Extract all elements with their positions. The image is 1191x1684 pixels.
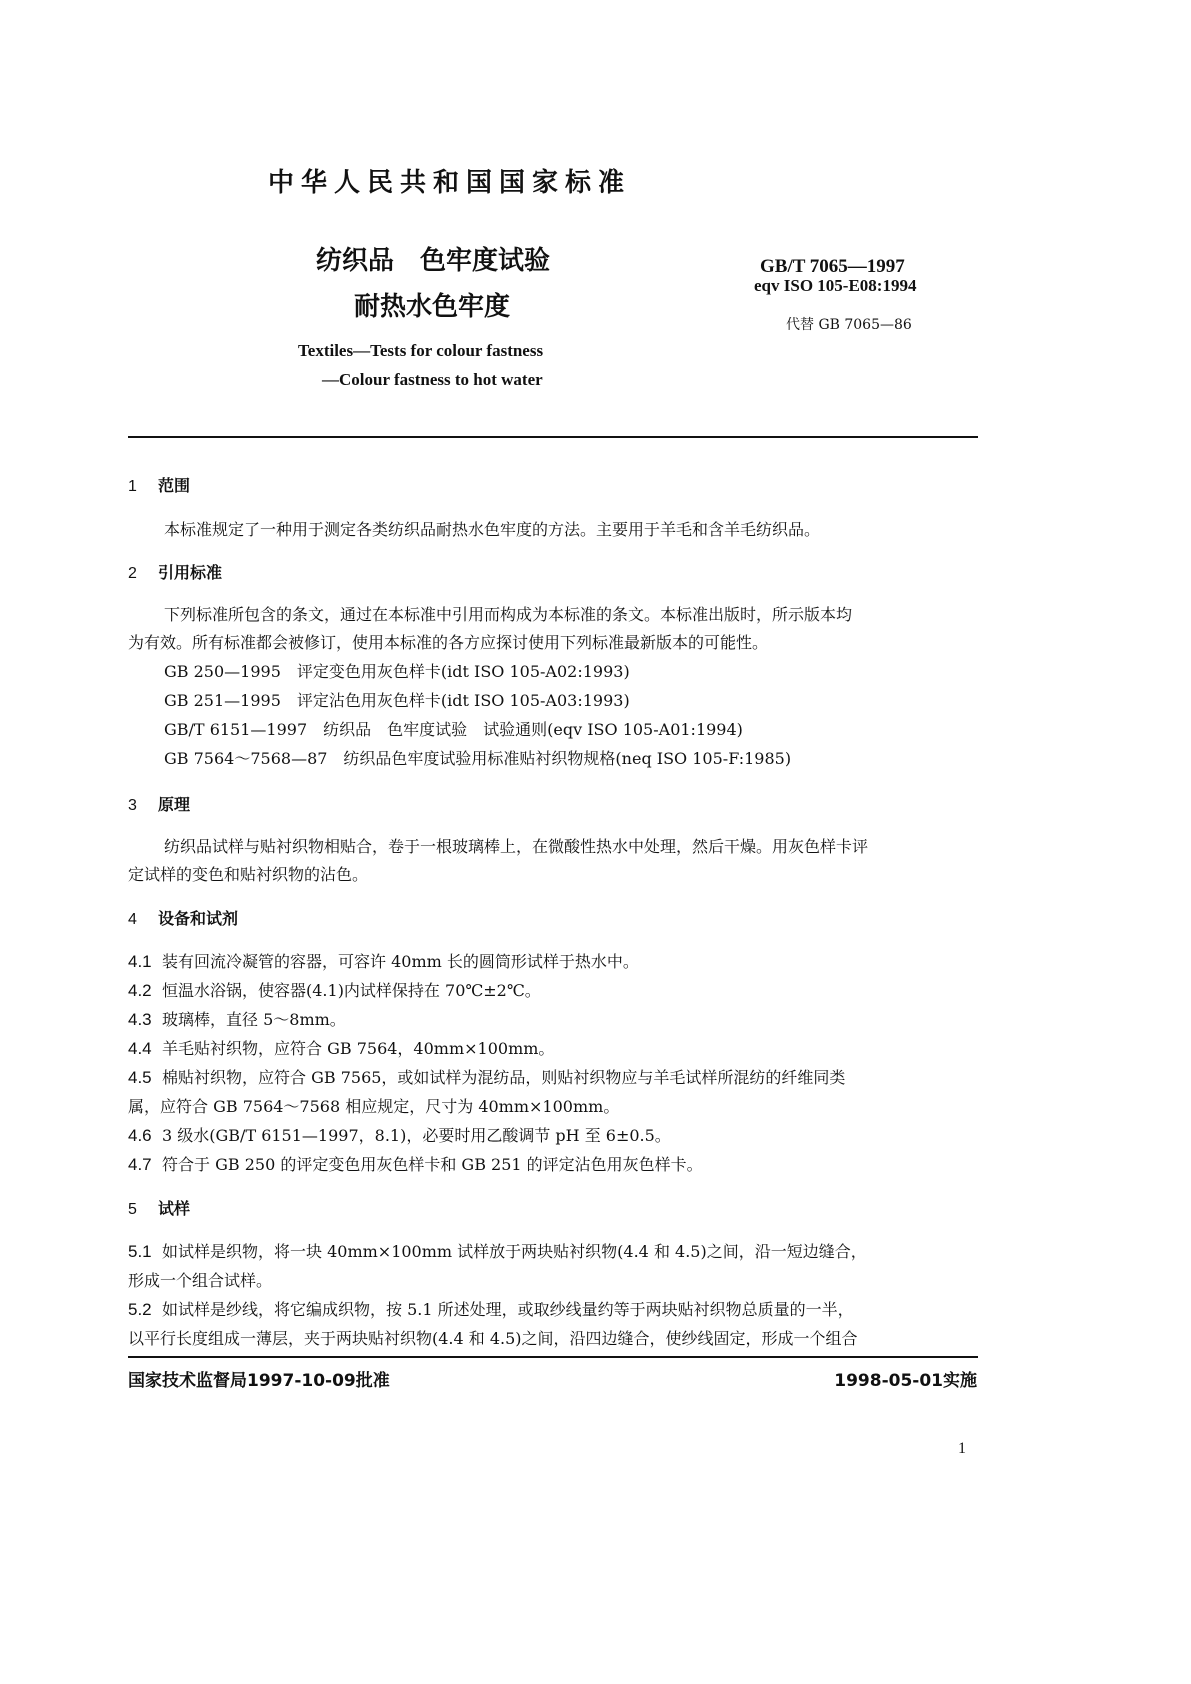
title-cn-part1: 纺织品 — [316, 246, 395, 276]
reference-item: GB 251—1995 评定沾色用灰色样卡(idt ISO 105-A03:1993) — [164, 691, 630, 710]
replaces-standard: 代替 GB 7065—86 — [786, 317, 912, 333]
standard-number: GB/T 7065—1997 — [760, 256, 905, 277]
clause-4-1: 4.1 装有回流冷凝管的容器，可容许 40mm 长的圆筒形试样于热水中。 — [128, 952, 639, 971]
clause-4-5: 4.5 棉贴衬织物，应符合 GB 7565，或如试样为混纺品，则贴衬织物应与羊毛试样所混纺的纤维同类 — [128, 1068, 846, 1087]
page-number: 1 — [958, 1440, 966, 1457]
title-cn-part2: 色牢度试验 — [420, 246, 551, 276]
clause-4-6: 4.6 3 级水(GB/T 6151—1997，8.1)，必要时用乙酸调节 pH 至 6±0.5。 — [128, 1126, 671, 1145]
clause-5-2: 5.2 如试样是纱线，将它编成织物，按 5.1 所述处理，或取纱线量约等于两块贴衬织物总质量的一半， — [128, 1300, 854, 1319]
section-2-body-line1: 下列标准所包含的条文，通过在本标准中引用而构成为本标准的条文。本标准出版时，所示版本均 — [164, 605, 853, 624]
section-1-heading: 1 范围 — [128, 476, 191, 495]
clause-4-3: 4.3 玻璃棒，直径 5～8mm。 — [128, 1010, 346, 1029]
title-cn-line2: 耐热水色牢度 — [354, 292, 511, 322]
section-4-heading: 4 设备和试剂 — [128, 909, 239, 928]
approval-date: 国家技术监督局1997-10-09批准 — [128, 1371, 390, 1391]
section-3-heading: 3 原理 — [128, 795, 191, 814]
footer-divider — [128, 1356, 978, 1358]
section-3-body-line2: 定试样的变色和贴衬织物的沾色。 — [128, 865, 369, 884]
clause-4-7: 4.7 符合于 GB 250 的评定变色用灰色样卡和 GB 251 的评定沾色用灰色样卡。 — [128, 1155, 703, 1174]
clause-4-5-continued: 属，应符合 GB 7564～7568 相应规定，尺寸为 40mm×100mm。 — [128, 1097, 620, 1116]
reference-item: GB/T 6151—1997 纺织品 色牢度试验 试验通则(eqv ISO 105-A01:1994) — [164, 720, 743, 739]
title-en-line2: —Colour fastness to hot water — [322, 370, 543, 389]
title-cn-line1 — [316, 240, 550, 277]
clause-5-2-continued: 以平行长度组成一薄层，夹于两块贴衬织物(4.4 和 4.5)之间，沿四边缝合，使纱线固定，形成一个组合 — [128, 1329, 858, 1348]
header-divider — [128, 436, 978, 438]
national-standard-heading: 中华人民共和国国家标准 — [268, 168, 632, 198]
section-2-heading: 2 引用标准 — [128, 563, 223, 582]
clause-5-1-continued: 形成一个组合试样。 — [128, 1271, 273, 1290]
reference-item: GB 7564～7568—87 纺织品色牢度试验用标准贴衬织物规格(neq ISO 105-F:1985) — [164, 749, 792, 768]
section-3-body-line1: 纺织品试样与贴衬织物相贴合，卷于一根玻璃棒上，在微酸性热水中处理，然后干燥。用灰色样卡评 — [164, 837, 869, 856]
clause-4-2: 4.2 恒温水浴锅，使容器(4.1)内试样保持在 70℃±2℃。 — [128, 981, 541, 1000]
section-1-body: 本标准规定了一种用于测定各类纺织品耐热水色牢度的方法。主要用于羊毛和含羊毛纺织品。 — [164, 520, 821, 539]
section-2-body-line2: 为有效。所有标准都会被修订，使用本标准的各方应探讨使用下列标准最新版本的可能性。 — [128, 633, 769, 652]
reference-item: GB 250—1995 评定变色用灰色样卡(idt ISO 105-A02:1993) — [164, 662, 630, 681]
equivalent-standard: eqv ISO 105-E08:1994 — [754, 276, 917, 295]
clause-5-1: 5.1 如试样是织物，将一块 40mm×100mm 试样放于两块贴衬织物(4.4 和 4.5)之间，沿一短边缝合， — [128, 1242, 867, 1261]
implementation-date: 1998-05-01实施 — [834, 1371, 977, 1391]
section-5-heading: 5 试样 — [128, 1199, 191, 1218]
title-en-line1: Textiles—Tests for colour fastness — [298, 341, 544, 360]
clause-4-4: 4.4 羊毛贴衬织物，应符合 GB 7564，40mm×100mm。 — [128, 1039, 555, 1058]
